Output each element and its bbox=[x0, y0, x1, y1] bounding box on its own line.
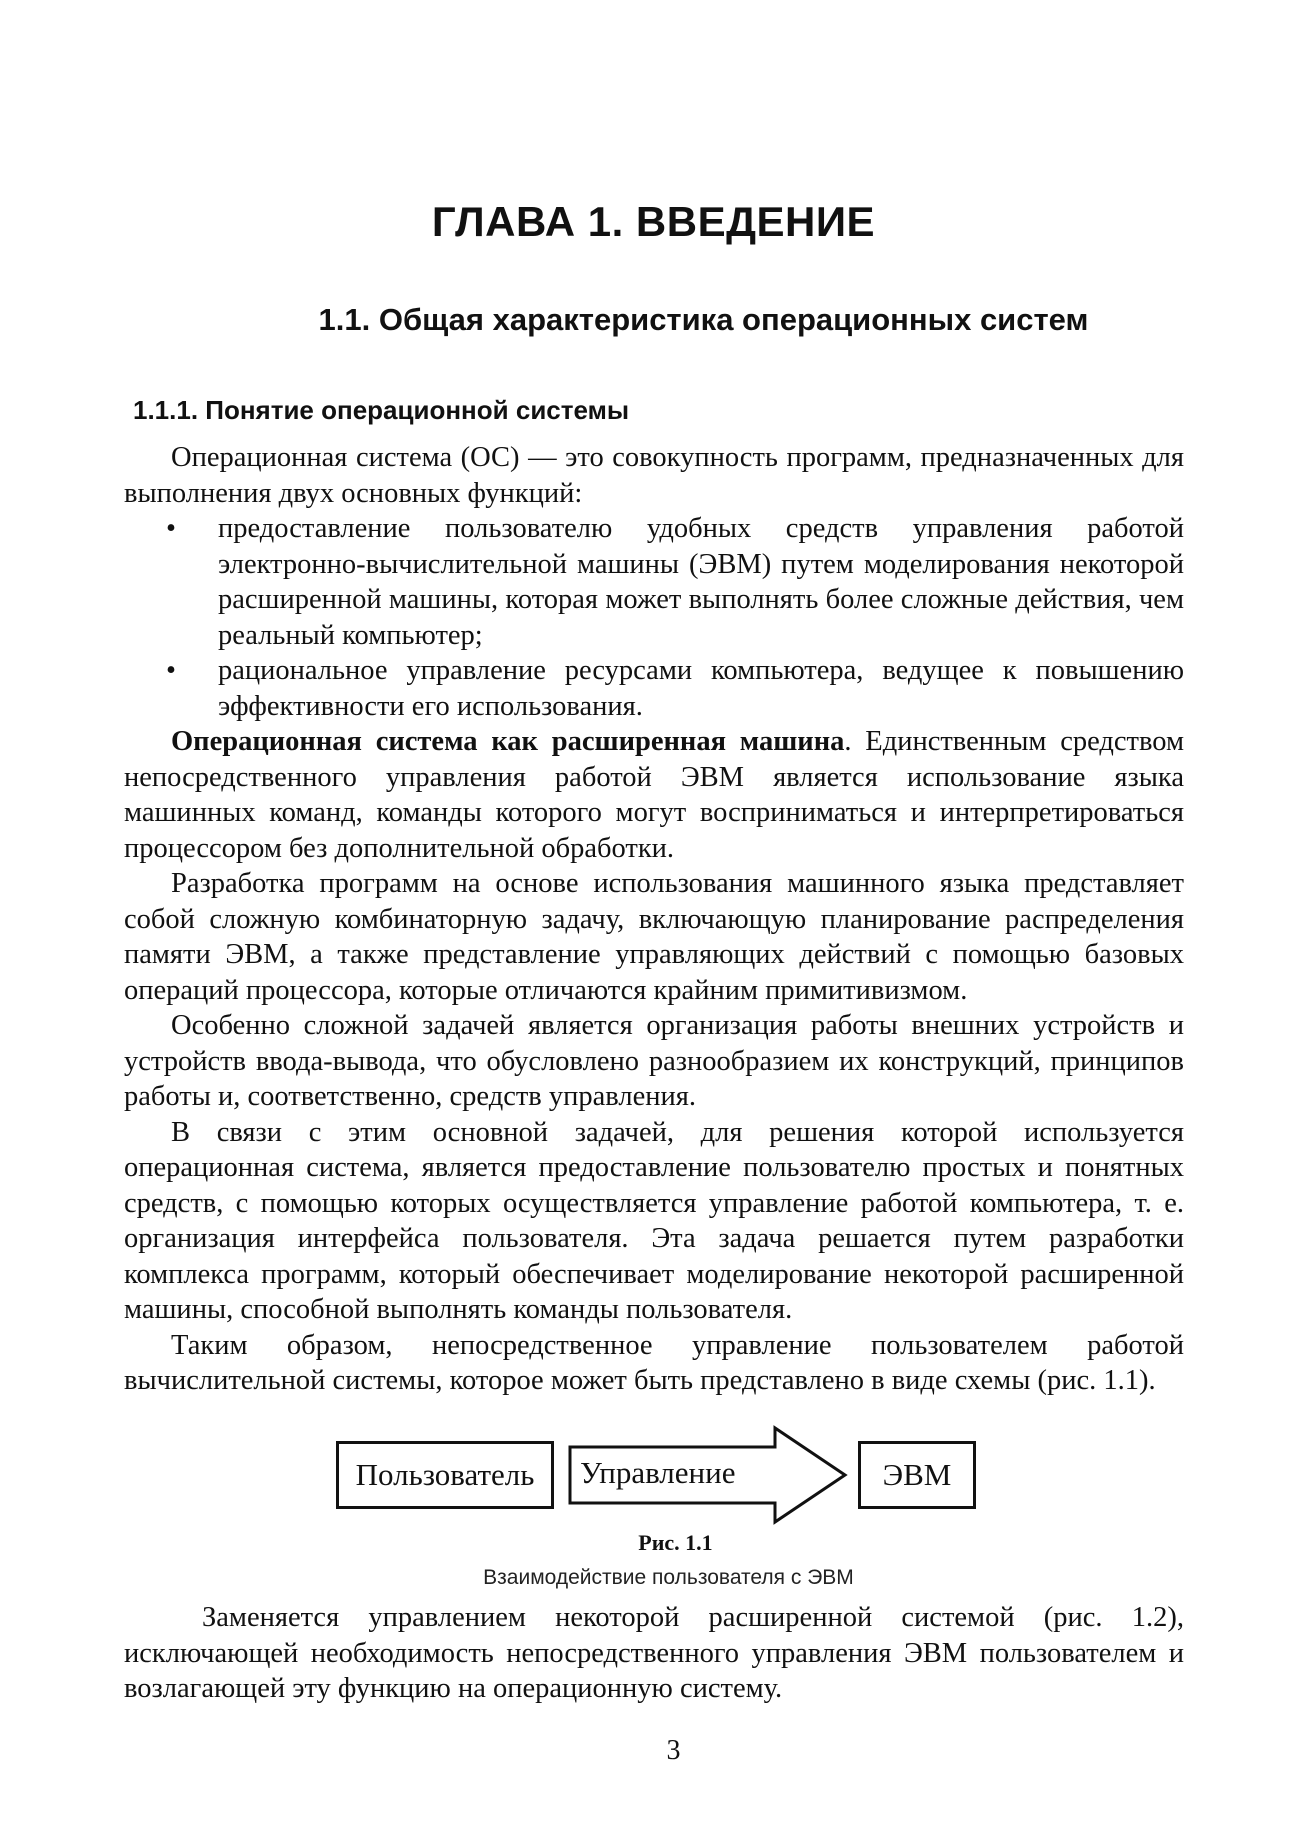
bullet-icon: • bbox=[166, 655, 176, 686]
chapter-title: ГЛАВА 1. ВВЕДЕНИЕ bbox=[431, 198, 876, 245]
figure-caption-text: Взаимодействие пользователя с ЭВМ bbox=[483, 1566, 854, 1589]
page-number: 3 bbox=[666, 1735, 681, 1766]
paragraph-text: . Единственным средством непосредственного управления работой ЭВМ является использование языка машинных команд, команды которого могут восприниматься и интерпретироваться процессором без дополнительной обработки. bbox=[124, 726, 1184, 864]
section-title: 1.1. Общая характеристика операционных систем bbox=[318, 302, 1089, 337]
computer-box: ЭВМ bbox=[858, 1441, 976, 1509]
paragraph: Таким образом, непосредственное управление пользователем работой вычислительной системы, которое может быть представлено в виде схемы (рис. 1.1). bbox=[124, 1329, 1184, 1396]
closing-text bbox=[124, 1600, 1184, 1707]
subsection-title: 1.1.1. Понятие операционной системы bbox=[133, 395, 630, 425]
user-box: Пользователь bbox=[336, 1441, 554, 1509]
paragraph: В связи с этим основной задачей, для решения которой используется операционная система, является предоставление пользователю простых и понятных средств, с помощью которых осуществляется управление работой компьютера, т. е. организация интерфейса пользователя. Эта задача решается путем разработки комплекса программ, который обеспечивает моделирование некоторой расширенной машины, способной выполнять команды пользователя. bbox=[124, 1116, 1184, 1325]
intro-paragraph: Операционная система (ОС) — это совокупность программ, предназначенных для выполнения двух основных функций: bbox=[124, 442, 1184, 509]
paragraph: Особенно сложной задачей является организация работы внешних устройств и устройств ввода-вывода, что обусловлено разнообразием их конструкций, принципов работы и, соответственно, средств управления. bbox=[124, 1010, 1184, 1112]
bold-lead: Операционная система как расширенная машина bbox=[171, 726, 845, 757]
closing-paragraph: Заменяется управлением некоторой расширенной системой (рис. 1.2), исключающей необходимость непосредственного управления ЭВМ пользователем и возлагающей эту функцию на операционную систему. bbox=[124, 1602, 1184, 1704]
bullet-icon: • bbox=[166, 513, 176, 544]
paragraph: Разработка программ на основе использования машинного языка представляет собой сложную комбинаторную задачу, включающую планирование распределения памяти ЭВМ, а также представление управляющих действий с помощью базовых операций процессора, которые отличаются крайним примитивизмом. bbox=[124, 868, 1184, 1006]
figure-caption-number: Рис. 1.1 bbox=[638, 1530, 713, 1555]
list-item-text: предоставление пользователю удобных средств управления работой электронно-вычислительной машины (ЭВМ) путем моделирования некоторой расширенной машины, которая может выполнять более сложные действия, чем реальный компьютер; bbox=[218, 513, 1184, 651]
list-item-text: рациональное управление ресурсами компьютера, ведущее к повышению эффективности его использования. bbox=[218, 655, 1184, 722]
arrow-label: Управление bbox=[580, 1455, 736, 1490]
